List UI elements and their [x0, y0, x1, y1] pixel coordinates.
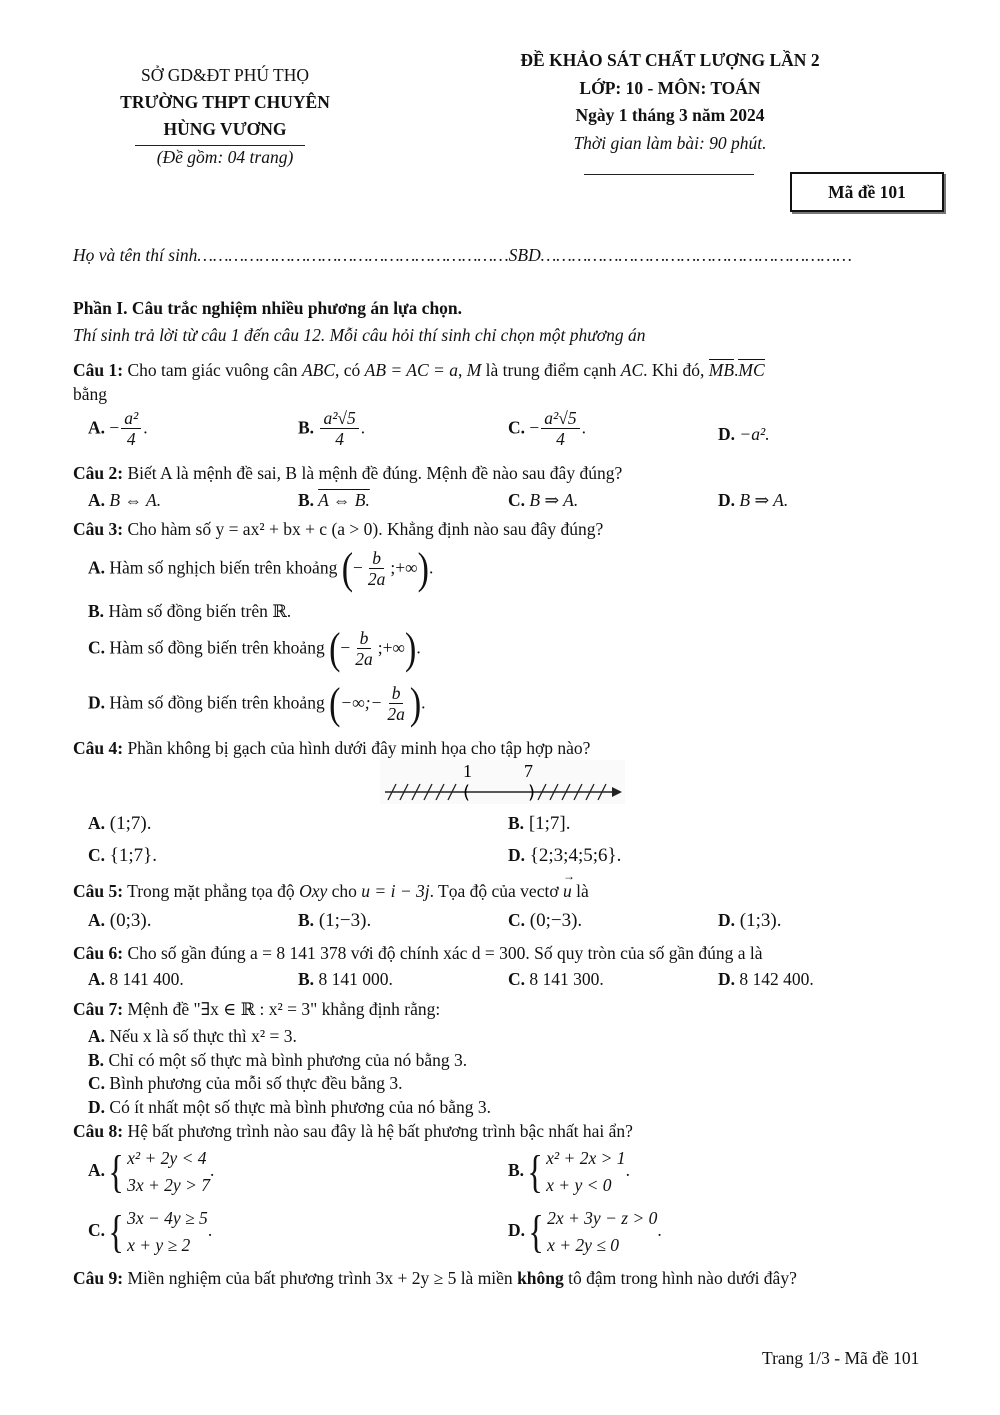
q5-opt-c-letter: C. — [508, 910, 526, 930]
q3-d-inf: −∞;− — [340, 692, 383, 713]
q7-c-text: Bình phương của mỗi số thực đều bằng 3. — [109, 1073, 403, 1093]
q2-label: Câu 2: — [73, 463, 124, 483]
header-divider-left — [135, 145, 305, 146]
q2-opt-a-letter: A. — [88, 490, 106, 510]
q1-a-den: 4 — [126, 429, 136, 450]
q1-b-num: a²√5 — [320, 408, 358, 429]
q1-equation: AB = AC = a — [364, 360, 458, 380]
q3-opt-a-letter: A. — [88, 557, 106, 578]
q2-option-c[interactable] — [508, 490, 578, 511]
dept-name: SỞ GD&ĐT PHÚ THỌ — [140, 65, 310, 85]
q1-option-a[interactable]: A. − $\frac{\text{a²}}{4}$ . — [88, 408, 148, 450]
q2-opt-c-letter: C. — [508, 490, 526, 510]
q5-text-d: là — [576, 881, 589, 901]
figure-background — [380, 760, 625, 804]
q8-label: Câu 8: — [73, 1121, 124, 1141]
school-name-line1: TRƯỜNG THPT CHUYÊN — [120, 92, 330, 112]
q5-text-b: cho — [331, 881, 357, 901]
q9-text-a: Miền nghiệm của bất phương trình 3x + 2y ≥ 5 là miền — [127, 1268, 513, 1288]
question-8 — [73, 1121, 633, 1142]
q1-text: Cho tam giác vuông cân — [127, 360, 298, 380]
q7-opt-d-letter: D. — [88, 1097, 106, 1117]
q3-c-den: 2a — [355, 649, 373, 670]
q5-equation: u = i − 3j — [361, 881, 430, 901]
q1-text-end: bằng — [73, 384, 108, 404]
q5-text-a: Trong mặt phẳng tọa độ — [127, 881, 295, 901]
q8-option-a[interactable]: A.{ x² + 2y < 4 3x + 2y > 7 . — [88, 1145, 214, 1199]
exam-title: ĐỀ KHẢO SÁT CHẤT LƯỢNG LẦN 2 — [520, 50, 820, 70]
q1-triangle: ABC — [301, 360, 335, 380]
q8-option-d[interactable]: D.{ 2x + 3y − z > 0 x + 2y ≤ 0 . — [508, 1205, 662, 1259]
q6-option-a[interactable] — [88, 969, 184, 990]
q3-a-inf: ;+∞ — [390, 557, 418, 578]
q6-d-text: 8 142 400. — [739, 969, 814, 989]
q4-opt-b-letter: B. — [508, 813, 525, 833]
exam-date: Ngày 1 tháng 3 năm 2024 — [575, 105, 765, 125]
q7-opt-c-letter: C. — [88, 1073, 106, 1093]
left-bracket: ( — [463, 782, 471, 803]
q4-option-b[interactable] — [508, 813, 571, 835]
q1-option-b[interactable]: B. $\frac{\text{a²√5}}{4}$ . — [298, 408, 366, 450]
q5-option-c[interactable] — [508, 910, 582, 932]
q8-b-line2: x + y < 0 — [546, 1175, 612, 1196]
q2-c-text: B ⇒ A. — [529, 490, 579, 510]
q4-option-d[interactable] — [508, 845, 621, 867]
q8-option-b[interactable]: B.{ x² + 2x > 1 x + y < 0 . — [508, 1145, 630, 1199]
tick-label-7: 7 — [524, 761, 533, 781]
q2-a-text: B ⇔ A. — [109, 490, 162, 510]
q3-a-num: b — [369, 548, 384, 569]
q7-option-b[interactable] — [88, 1050, 467, 1071]
q2-option-d[interactable] — [718, 490, 788, 511]
q3-c-num: b — [357, 628, 372, 649]
q3-label: Câu 3: — [73, 519, 124, 539]
q4-a-text: (1;7). — [109, 813, 152, 834]
q6-option-c[interactable] — [508, 969, 604, 990]
q1-b-den: 4 — [335, 429, 344, 450]
candidate-name-label: Họ và tên thí sinh…………………………………………………… — [73, 245, 509, 265]
school-name-line2: HÙNG VƯƠNG — [163, 119, 287, 139]
number-line-figure — [380, 760, 625, 804]
q3-option-a[interactable]: A. Hàm số nghịch biến trên khoảng (− $\frac{b}{2a}$ ;+∞). — [88, 544, 434, 593]
q9-text-b: tô đậm trong hình nào dưới đây? — [568, 1268, 797, 1288]
q6-label: Câu 6: — [73, 943, 124, 963]
q8-a-line2: 3x + 2y > 7 — [127, 1175, 211, 1196]
q3-opt-d-letter: D. — [88, 692, 106, 713]
q4-option-c[interactable] — [88, 845, 157, 867]
q8-opt-a-letter: A. — [88, 1160, 106, 1181]
q7-option-d[interactable] — [88, 1097, 491, 1118]
q5-option-b[interactable] — [298, 910, 371, 932]
q2-option-b[interactable] — [298, 490, 370, 511]
q5-option-a[interactable] — [88, 910, 151, 932]
q3-c-text: Hàm số đồng biến trên khoảng — [109, 637, 325, 658]
q3-d-num: b — [389, 683, 404, 704]
exam-code-box: Mã đề 101 — [790, 172, 944, 212]
exam-duration: Thời gian làm bài: 90 phút. — [573, 133, 767, 153]
sbd-label: SBD…………………………………………………… — [508, 245, 852, 265]
q1-c-den: 4 — [556, 429, 565, 450]
q8-c-line1: 3x − 4y ≥ 5 — [127, 1208, 208, 1228]
q5-vector-u: → u — [563, 881, 572, 902]
q1-point-m: M — [466, 360, 482, 380]
q5-option-d[interactable] — [718, 910, 781, 932]
q4-opt-d-letter: D. — [508, 845, 526, 865]
q9-label: Câu 9: — [73, 1268, 124, 1288]
q6-a-text: 8 141 400. — [109, 969, 184, 989]
q9-text-bold: không — [517, 1268, 564, 1288]
q3-opt-c-letter: C. — [88, 637, 106, 658]
q7-a-text: Nếu x là số thực thì x² = 3. — [109, 1026, 297, 1046]
header-divider-right — [584, 174, 754, 175]
q2-opt-d-letter: D. — [718, 490, 736, 510]
q3-option-c[interactable]: C. Hàm số đồng biến trên khoảng (− $\frac{b}{2a}$ ;+∞). — [88, 624, 421, 673]
q5-c-text: (0;−3). — [529, 910, 583, 931]
q1-comma: , — [457, 360, 463, 380]
question-2 — [73, 463, 622, 484]
q5-opt-a-letter: A. — [88, 910, 106, 930]
q5-opt-b-letter: B. — [298, 910, 315, 930]
q1-opt-b-letter: B. — [298, 417, 315, 438]
q6-c-text: 8 141 300. — [529, 969, 604, 989]
page-count: (Đề gồm: 04 trang) — [156, 147, 294, 167]
tick-label-1: 1 — [463, 761, 472, 781]
q3-d-text: Hàm số đồng biến trên khoảng — [109, 692, 325, 713]
q1-side-ac: AC — [620, 360, 644, 380]
question-9 — [73, 1268, 797, 1289]
q4-text: Phần không bị gạch của hình dưới đây minh họa cho tập hợp nào? — [127, 738, 591, 758]
q6-opt-b-letter: B. — [298, 969, 315, 989]
q5-d-text: (1;3). — [739, 910, 782, 931]
q6-opt-a-letter: A. — [88, 969, 106, 989]
q4-opt-c-letter: C. — [88, 845, 106, 865]
q1-vector-mc: MC — [738, 360, 765, 380]
q7-b-text: Chỉ có một số thực mà bình phương của nó bằng 3. — [108, 1050, 468, 1070]
q4-b-text: [1;7]. — [528, 813, 571, 834]
q2-d-text: B ⇒ A. — [739, 490, 789, 510]
q8-option-c[interactable]: C.{ 3x − 4y ≥ 5 x + y ≥ 2 . — [88, 1205, 212, 1259]
q1-opt-d-letter: D. — [718, 424, 736, 444]
q4-option-a[interactable] — [88, 813, 151, 835]
q2-option-a[interactable] — [88, 490, 161, 511]
q4-d-text: {2;3;4;5;6}. — [529, 845, 622, 866]
q1-text-c: là trung điểm cạnh — [485, 360, 617, 380]
grade-subject: LỚP: 10 - MÔN: TOÁN — [579, 78, 761, 98]
page-footer: Trang 1/3 - Mã đề 101 — [762, 1348, 920, 1368]
right-bracket: ) — [528, 782, 536, 803]
q2-opt-b-letter: B. — [298, 490, 315, 510]
q8-a-line1: x² + 2y < 4 — [127, 1148, 207, 1168]
q4-opt-a-letter: A. — [88, 813, 106, 833]
q1-opt-c-letter: C. — [508, 417, 526, 438]
q8-b-line1: x² + 2x > 1 — [546, 1148, 626, 1168]
q3-option-d[interactable]: D. Hàm số đồng biến trên khoảng (−∞;− $\frac{b}{2a}$ ). — [88, 679, 426, 728]
part1-instruction: Thí sinh trả lời từ câu 1 đến câu 12. Mỗi câu hỏi thí sinh chỉ chọn một phương án — [73, 325, 646, 345]
q7-option-c[interactable] — [88, 1073, 403, 1094]
q3-b-text: Hàm số đồng biến trên ℝ. — [108, 601, 292, 621]
q5-label: Câu 5: — [73, 881, 124, 901]
q6-b-text: 8 141 000. — [318, 969, 393, 989]
q7-opt-b-letter: B. — [88, 1050, 105, 1070]
q3-a-den: 2a — [367, 569, 386, 590]
candidate-name-field — [73, 245, 852, 266]
q5-b-text: (1;−3). — [318, 910, 372, 931]
q1-c-num: a²√5 — [541, 408, 579, 429]
q6-option-b[interactable] — [298, 969, 393, 990]
q4-c-text: {1;7}. — [109, 845, 158, 866]
q8-d-line1: 2x + 3y − z > 0 — [547, 1208, 658, 1228]
q8-opt-c-letter: C. — [88, 1220, 106, 1241]
part1-title: Phần I. Câu trắc nghiệm nhiều phương án lựa chọn. — [73, 298, 463, 318]
q1-text-d: . Khi đó, — [643, 360, 705, 380]
q1-option-c[interactable]: C. − $\frac{\text{a²√5}}{4}$ . — [508, 408, 586, 450]
q5-text-c: . Tọa độ của vectơ — [429, 881, 559, 901]
q1-option-d[interactable] — [718, 424, 770, 445]
q1-opt-a-letter: A. — [88, 417, 106, 438]
question-4 — [73, 738, 590, 759]
q3-c-inf: ;+∞ — [377, 637, 405, 658]
question-3 — [73, 519, 603, 540]
q7-text: Mệnh đề "∃x ∈ ℝ : x² = 3" khẳng định rằng: — [127, 999, 441, 1019]
q5-opt-d-letter: D. — [718, 910, 736, 930]
q3-opt-b-letter: B. — [88, 601, 105, 621]
q8-d-line2: x + 2y ≤ 0 — [547, 1235, 620, 1256]
q1-d-value: −a². — [739, 424, 770, 444]
q6-opt-d-letter: D. — [718, 969, 736, 989]
q8-opt-b-letter: B. — [508, 1160, 525, 1181]
q7-label: Câu 7: — [73, 999, 124, 1019]
q3-d-den: 2a — [387, 704, 405, 725]
q8-opt-d-letter: D. — [508, 1220, 526, 1241]
q1-text-b: , có — [335, 360, 361, 380]
q3-option-b[interactable] — [88, 601, 291, 622]
q7-opt-a-letter: A. — [88, 1026, 106, 1046]
q5-oxy: Oxy — [299, 881, 328, 901]
q3-text: Cho hàm số y = ax² + bx + c (a > 0). Khẳng định nào sau đây đúng? — [127, 519, 604, 539]
question-6 — [73, 943, 763, 964]
question-1: Câu 1: Cho tam giác vuông cân ABC, có AB = AC = a, M là trung điểm cạnh AC. Khi đó, MB.MC — [73, 360, 765, 380]
q1-vector-mb: MB — [708, 360, 735, 380]
q5-a-text: (0;3). — [109, 910, 152, 931]
question-5 — [73, 881, 589, 902]
q4-label: Câu 4: — [73, 738, 124, 758]
q7-d-text: Có ít nhất một số thực mà bình phương của nó bằng 3. — [109, 1097, 491, 1117]
q8-c-line2: x + y ≥ 2 — [127, 1235, 191, 1256]
q7-option-a[interactable] — [88, 1026, 297, 1047]
q6-option-d[interactable] — [718, 969, 814, 990]
q6-opt-c-letter: C. — [508, 969, 526, 989]
q2-b-text: A ⇔ B. — [318, 490, 370, 510]
question-7 — [73, 999, 440, 1020]
q1-a-num: a² — [121, 408, 141, 429]
q2-text: Biết A là mệnh đề sai, B là mệnh đề đúng. Mệnh đề nào sau đây đúng? — [127, 463, 623, 483]
q8-text: Hệ bất phương trình nào sau đây là hệ bất phương trình bậc nhất hai ẩn? — [127, 1121, 633, 1141]
q1-label: Câu 1: — [73, 360, 124, 380]
q3-a-text: Hàm số nghịch biến trên khoảng — [109, 557, 338, 578]
q6-text: Cho số gần đúng a = 8 141 378 với độ chính xác d = 300. Số quy tròn của số gần đúng a là — [127, 943, 763, 963]
